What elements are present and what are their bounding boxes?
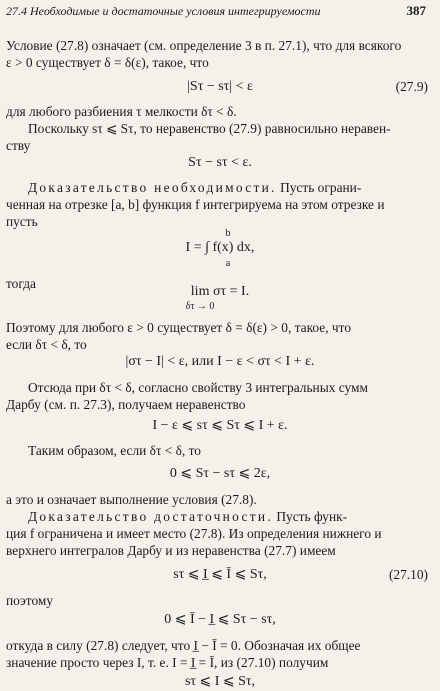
equation-integral: I = ∫ f(x) dx, bbox=[185, 240, 255, 255]
equation: sτ ⩽ I ⩽ Sτ, bbox=[184, 674, 256, 689]
text-fragment: Пусть ограни- bbox=[276, 180, 362, 195]
equation: |στ − I| < ε, или I − ε < στ < I + ε. bbox=[125, 354, 315, 369]
text-line: тогда bbox=[6, 276, 36, 291]
text-line: откуда в силу (27.8) следует, что I̲ − Ī = 0. Обозначая их общее bbox=[6, 638, 361, 653]
text-line: Дарбу (см. п. 27.3), получаем неравенство bbox=[6, 397, 246, 412]
proof-necessity-heading: Доказательство необходимости. bbox=[28, 180, 277, 195]
text-line: для любого разбиения τ мелкости δτ < δ. bbox=[6, 104, 237, 119]
text-line: верхнего интегралов Дарбу и из неравенства (27.7) имеем bbox=[6, 543, 336, 558]
equation: Sτ − sτ < ε. bbox=[188, 155, 252, 170]
text-line: ε > 0 существует δ = δ(ε), такое, что bbox=[6, 55, 209, 70]
text-line: ченная на отрезке [a, b] функция f интегрируема на этом отрезке и bbox=[6, 197, 385, 212]
proof-sufficiency-heading: Доказательство достаточности. bbox=[28, 509, 273, 524]
equation: I − ε ⩽ sτ ⩽ Sτ ⩽ I + ε. bbox=[152, 418, 288, 433]
equation-27-10: sτ ⩽ I̲ ⩽ Ī ⩽ Sτ, bbox=[173, 567, 267, 582]
equation-27-9: |Sτ − sτ| < ε bbox=[187, 79, 253, 94]
text-line: Условие (27.8) означает (см. определение 3 в п. 27.1), что для всякого bbox=[6, 38, 402, 53]
text-line: ству bbox=[6, 138, 31, 153]
text-line: Таким образом, если δτ < δ, то bbox=[28, 443, 201, 458]
limit-subscript: δτ → 0 bbox=[185, 301, 215, 312]
text-fragment: Пусть функ- bbox=[272, 509, 348, 524]
equation: 0 ⩽ Ī − I̲ ⩽ Sτ − sτ, bbox=[164, 612, 276, 627]
text-line: Поэтому для любого ε > 0 существует δ = δ(ε) > 0, такое, что bbox=[6, 320, 352, 335]
proof-heading-line bbox=[6, 180, 430, 196]
text-line: поэтому bbox=[6, 593, 54, 608]
text-line: Поскольку sτ ⩽ Sτ, то неравенство (27.9) равносильно нерaвен- bbox=[28, 121, 391, 136]
text-line: значение просто через I, т. е. I = I̲ = Ī, из (27.10) получим bbox=[6, 655, 329, 670]
text-line: а это и означает выполнение условия (27.8). bbox=[6, 492, 257, 507]
equation: 0 ⩽ Sτ − sτ ⩽ 2ε, bbox=[169, 466, 271, 481]
page-number: 387 bbox=[406, 3, 426, 18]
equation-number: (27.9) bbox=[395, 79, 428, 94]
integral-lower-limit: a bbox=[225, 258, 231, 269]
text-line: Отсюда при δτ < δ, согласно свойству 3 интегральных сумм bbox=[28, 380, 368, 395]
running-header: 27.4 Необходимые и достаточные условия интегрируемости bbox=[6, 4, 321, 18]
equation-limit: lim στ = I. bbox=[190, 284, 250, 299]
text-line: пусть bbox=[6, 214, 38, 229]
integral-upper-limit: b bbox=[225, 228, 231, 239]
text-line: ция f ограничена и имеет место (27.8). Из определения нижнего и bbox=[6, 526, 382, 541]
text-line: если δτ < δ, то bbox=[6, 337, 87, 352]
proof-heading-line bbox=[6, 509, 430, 525]
equation-number: (27.10) bbox=[388, 567, 428, 582]
